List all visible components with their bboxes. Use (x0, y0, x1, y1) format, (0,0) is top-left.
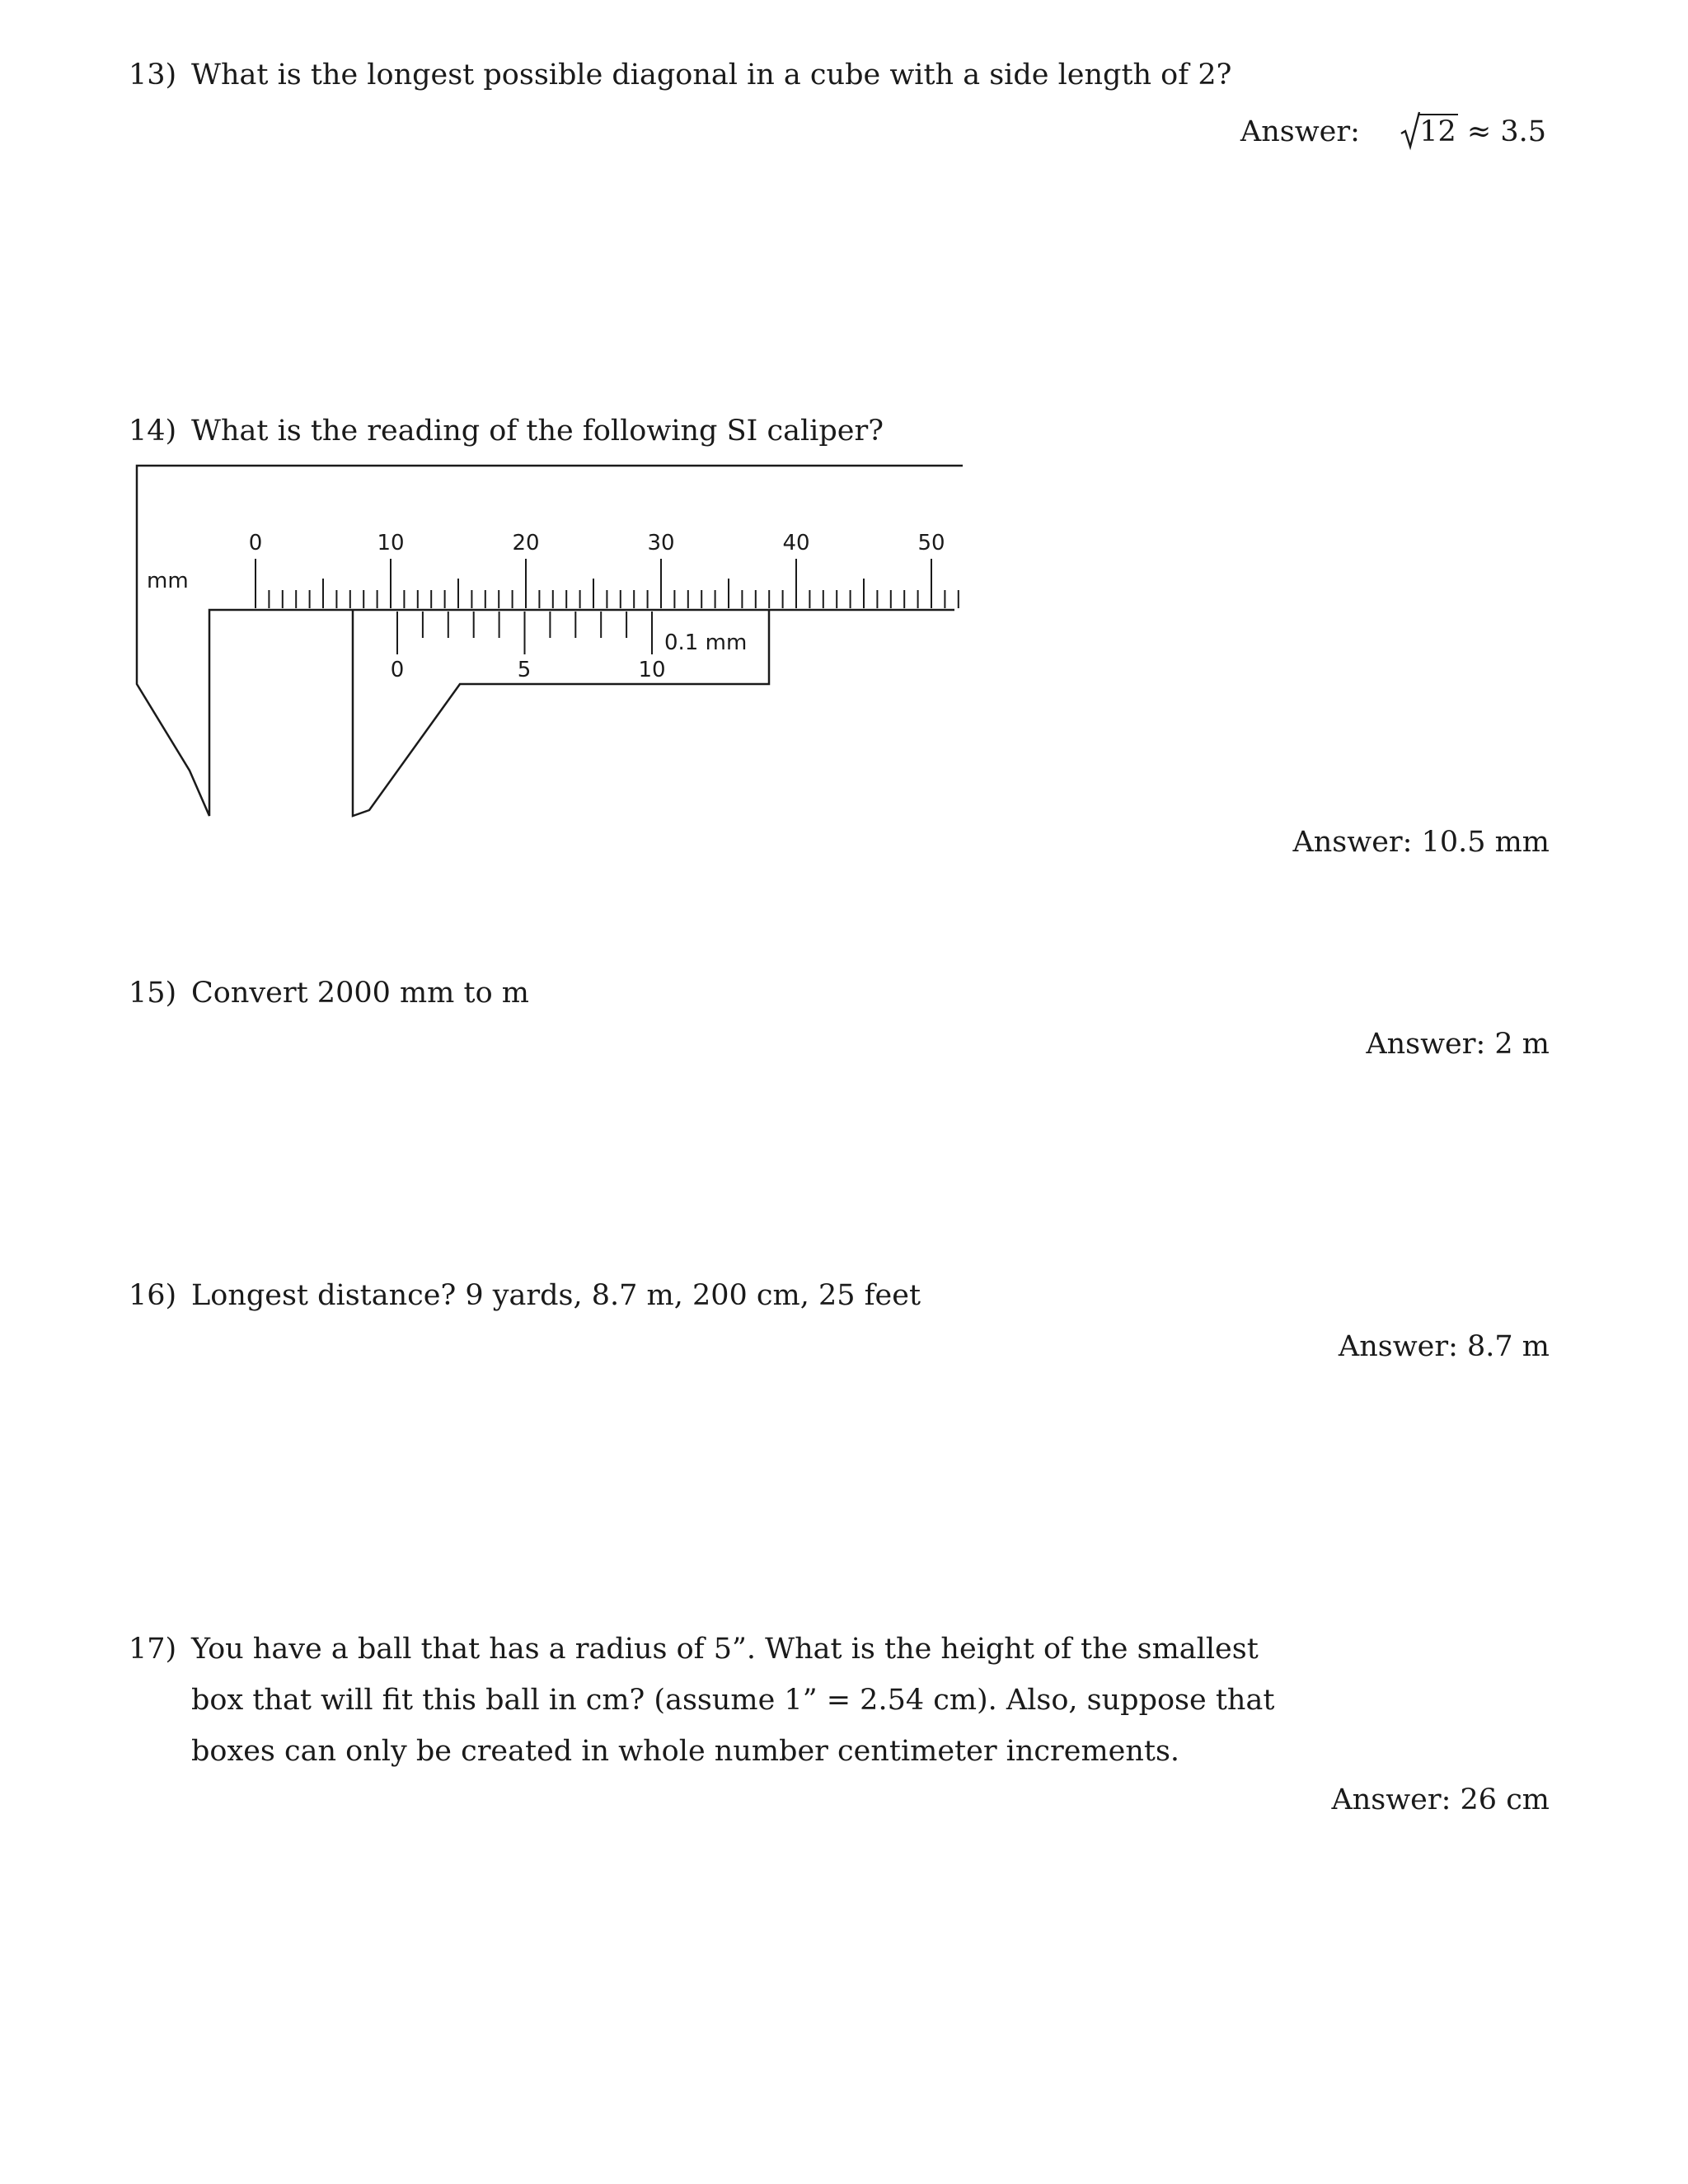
answer-13 (1240, 112, 1546, 152)
question-number: 17) (129, 1633, 177, 1666)
question-number: 15) (129, 977, 177, 1010)
approx-value: ≈ 3.5 (1466, 115, 1546, 148)
question-text-line-2: box that will fit this ball in cm? (assume 1” = 2.54 cm). Also, suppose that (191, 1684, 1275, 1717)
question-text: Longest distance? 9 yards, 8.7 m, 200 cm, 25 feet (191, 1279, 921, 1312)
answer-text: Answer: 8.7 m (1338, 1330, 1550, 1363)
main-scale-label: 50 (917, 531, 945, 555)
question-text-line-1: You have a ball that has a radius of 5”. What is the height of the smallest (191, 1633, 1259, 1666)
main-scale (256, 559, 959, 608)
question-number: 16) (129, 1279, 177, 1312)
answer-label: Answer: (1240, 115, 1360, 148)
question-text-line-3: boxes can only be created in whole number centimeter increments. (191, 1735, 1180, 1768)
question-text: What is the reading of the following SI caliper? (191, 415, 884, 448)
caliper-diagram (130, 457, 964, 828)
vernier-label: 0 (390, 658, 405, 682)
resolution-label: 0.1 mm (664, 630, 748, 655)
question-number: 13) (129, 59, 177, 91)
main-scale-label: 40 (782, 531, 810, 555)
main-scale-label: 0 (248, 531, 263, 555)
main-scale-label: 20 (512, 531, 540, 555)
answer-text: Answer: 26 cm (1331, 1783, 1550, 1816)
question-15 (129, 968, 529, 1019)
unit-label: mm (147, 569, 189, 593)
question-17 (129, 1624, 1274, 1777)
answer-text: Answer: 2 m (1366, 1028, 1550, 1061)
question-14 (129, 405, 884, 457)
answer-17 (1331, 1780, 1550, 1820)
caliper-fixed-jaw (137, 466, 963, 816)
vernier-label: 5 (517, 658, 532, 682)
question-text: Convert 2000 mm to m (191, 977, 529, 1010)
question-16 (129, 1270, 921, 1321)
radicand: 12 (1419, 115, 1456, 148)
vernier-scale (397, 612, 652, 654)
main-scale-label: 10 (377, 531, 405, 555)
vernier-label: 10 (638, 658, 666, 682)
answer-text: Answer: 10.5 mm (1292, 826, 1550, 859)
square-root (1400, 112, 1458, 152)
answer-14 (1292, 823, 1550, 862)
question-13 (129, 49, 1231, 101)
radical-sign-icon (1400, 109, 1421, 152)
question-number: 14) (129, 415, 177, 448)
question-text: What is the longest possible diagonal in a cube with a side length of 2? (191, 59, 1232, 91)
main-scale-label: 30 (647, 531, 675, 555)
answer-15 (1366, 1024, 1550, 1064)
answer-16 (1339, 1327, 1550, 1366)
